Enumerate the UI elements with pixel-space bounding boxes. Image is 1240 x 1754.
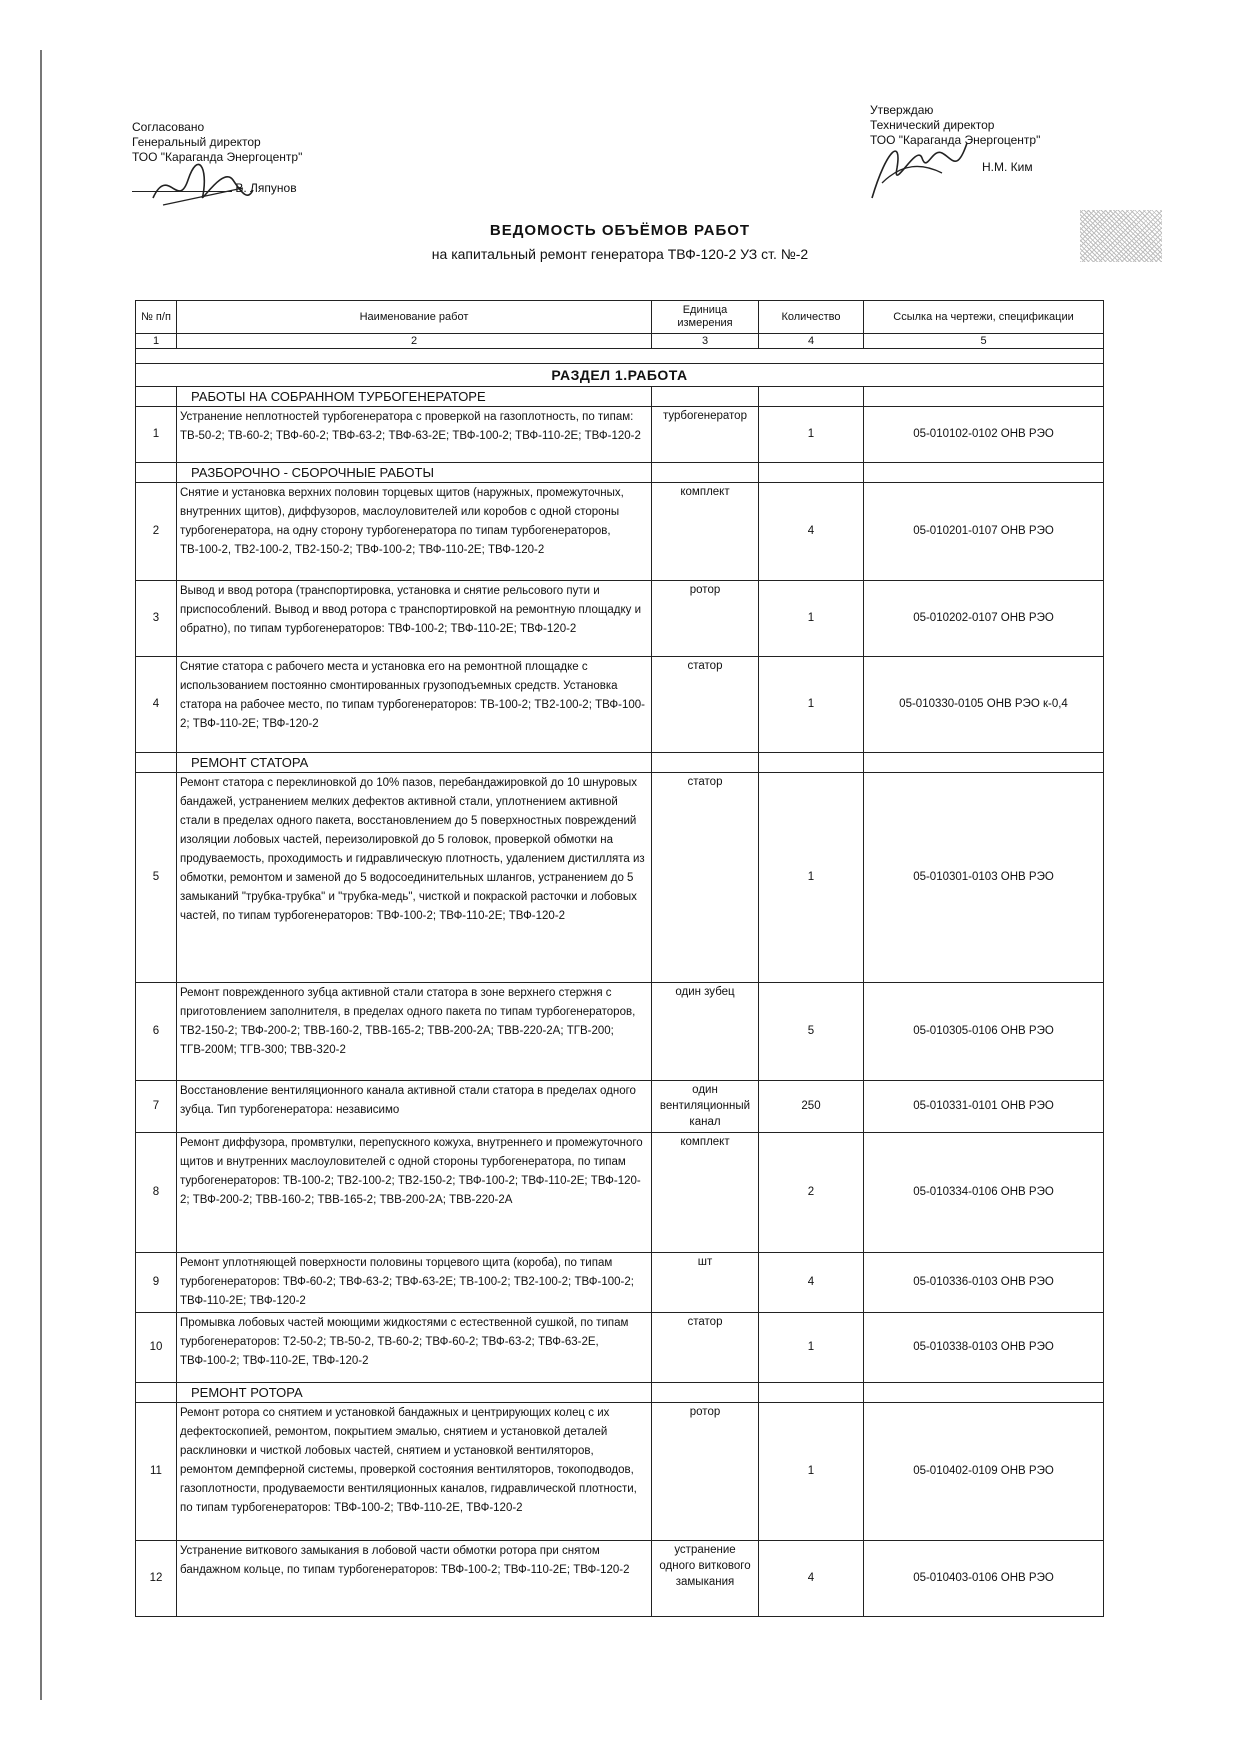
signature-left (148, 160, 258, 215)
document-subtitle: на капитальный ремонт генератора ТВФ-120-2 УЗ ст. №-2 (431, 246, 809, 262)
approval-name: Н.М. Ким (982, 160, 1033, 174)
unit-cell: ротор (652, 581, 759, 657)
quantity-cell: 2 (759, 1133, 864, 1253)
approval-heading: Согласовано (132, 120, 205, 134)
table-row (136, 581, 1104, 657)
unit-cell: шт (652, 1253, 759, 1313)
quantity-cell: 4 (759, 483, 864, 581)
work-description: Устранение виткового замыкания в лобовой части обмотки ротора при снятом бандажном кольце, по типам турбогенераторов: ТВФ-100-2; ТВФ-110-2Е; ТВФ-120-2 (177, 1541, 652, 1617)
reference-cell: 05-010336-0103 ОНВ РЭО (864, 1253, 1104, 1313)
subsection-title: РАБОТЫ НА СОБРАННОМ ТУРБОГЕНЕРАТОРЕ (177, 387, 652, 407)
subsection-row (136, 1383, 1104, 1403)
column-header-work: Наименование работ (177, 301, 652, 334)
column-number: 5 (864, 334, 1104, 349)
column-number: 4 (759, 334, 864, 349)
unit-cell: ротор (652, 1403, 759, 1541)
reference-cell: 05-010102-0102 ОНВ РЭО (864, 407, 1104, 463)
table-row (136, 483, 1104, 581)
table-row (136, 1081, 1104, 1133)
work-description: Снятие статора с рабочего места и установка его на ремонтной площадке с использованием постоянно смонтированных грузоподъемных средств. Установка статора на рабочее место, по типам турбогенераторов: ТВ-100-2; ТВ2-100-2; ТВФ-100-2; ТВФ-110-2Е; ТВФ-120-2 (177, 657, 652, 753)
work-description: Ремонт статора с переклиновкой до 10% пазов, перебандажировкой до 10 шнуровых бандажей, устранением мелких дефектов активной стали, уплотнением активной стали в пределах одного пакета, восстановлением до 5 поверхностных повреждений изоляции лобовых частей, переизолировкой до 5 головок, проверкой обмотки на продуваемость, проходимость и гидравлическую плотность, удалением дистиллята из обмотки, ремонтом и заменой до 5 водосоединительных шлангов, устранением до 5 замыканий "трубка-трубка" и "трубка-медь", чисткой и покраской расточки и лобовых частей, по типам турбогенераторов: ТВФ-100-2; ТВФ-110-2Е; ТВФ-120-2 (177, 773, 652, 983)
quantity-cell: 1 (759, 1403, 864, 1541)
row-number: 5 (136, 773, 177, 983)
row-number: 1 (136, 407, 177, 463)
reference-cell: 05-010202-0107 ОНВ РЭО (864, 581, 1104, 657)
table-row (136, 657, 1104, 753)
subsection-row (136, 753, 1104, 773)
unit-cell: статор (652, 657, 759, 753)
work-description: Устранение неплотностей турбогенератора с проверкой на газоплотность, по типам: ТВ-50-2; ТВ-60-2; ТВФ-60-2; ТВФ-63-2; ТВФ-63-2Е; ТВФ-100-2; ТВФ-110-2Е; ТВФ-120-2 (177, 407, 652, 463)
approval-name: В. Ляпунов (235, 181, 297, 195)
row-number: 9 (136, 1253, 177, 1313)
quantity-cell: 4 (759, 1541, 864, 1617)
approval-heading: Утверждаю (870, 103, 934, 117)
table-row (136, 983, 1104, 1081)
reference-cell: 05-010402-0109 ОНВ РЭО (864, 1403, 1104, 1541)
spacer-row (136, 349, 1104, 364)
quantity-cell: 1 (759, 1313, 864, 1383)
row-number: 3 (136, 581, 177, 657)
column-number: 3 (652, 334, 759, 349)
table-header-row (136, 301, 1104, 334)
table-row (136, 773, 1104, 983)
reference-cell: 05-010301-0103 ОНВ РЭО (864, 773, 1104, 983)
column-number: 1 (136, 334, 177, 349)
work-description: Восстановление вентиляционного канала активной стали статора в пределах одного зубца. Тип турбогенератора: независимо (177, 1081, 652, 1133)
row-number: 10 (136, 1313, 177, 1383)
quantity-cell: 1 (759, 407, 864, 463)
unit-cell: устранение одного виткового замыкания (652, 1541, 759, 1617)
column-header-qty: Количество (759, 301, 864, 334)
unit-cell: статор (652, 773, 759, 983)
column-header-ref: Ссылка на чертежи, спецификации (864, 301, 1104, 334)
reference-cell: 05-010331-0101 ОНВ РЭО (864, 1081, 1104, 1133)
work-description: Промывка лобовых частей моющими жидкостями с естественной сушкой, по типам турбогенераторов: Т2-50-2; ТВ-50-2, ТВ-60-2; ТВФ-60-2; ТВФ-63-2; ТВФ-63-2Е, ТВФ-100-2; ТВФ-110-2Е, ТВФ-120-2 (177, 1313, 652, 1383)
unit-cell: комплект (652, 1133, 759, 1253)
reference-cell: 05-010330-0105 ОНВ РЭО к-0,4 (864, 657, 1104, 753)
subsection-title: РЕМОНТ СТАТОРА (177, 753, 652, 773)
subsection-row (136, 463, 1104, 483)
table-row (136, 1313, 1104, 1383)
unit-cell: статор (652, 1313, 759, 1383)
approval-company: ТОО "Караганда Энергоцентр" (132, 150, 303, 164)
reference-cell: 05-010403-0106 ОНВ РЭО (864, 1541, 1104, 1617)
quantity-cell: 5 (759, 983, 864, 1081)
column-header-num: № п/п (136, 301, 177, 334)
approval-company: ТОО "Караганда Энергоцентр" (870, 133, 1041, 147)
reference-cell: 05-010338-0103 ОНВ РЭО (864, 1313, 1104, 1383)
signature-right (862, 128, 972, 208)
table-row (136, 1541, 1104, 1617)
table-row (136, 407, 1104, 463)
quantity-cell: 1 (759, 773, 864, 983)
work-description: Вывод и ввод ротора (транспортировка, установка и снятие рельсового пути и приспособлений. Вывод и ввод ротора с транспортировкой на ремонтную площадку и обратно), по типам турбогенераторов: ТВФ-100-2; ТВФ-110-2Е; ТВФ-120-2 (177, 581, 652, 657)
row-number: 7 (136, 1081, 177, 1133)
approval-position: Генеральный директор (132, 135, 261, 149)
row-number: 11 (136, 1403, 177, 1541)
reference-cell: 05-010201-0107 ОНВ РЭО (864, 483, 1104, 581)
section-row (136, 364, 1104, 387)
work-description: Снятие и установка верхних половин торцевых щитов (наружных, промежуточных, внутренних щитов), диффузоров, маслоуловителей или коробов с одной стороны турбогенератора, на одну сторону турбогенератора по типам турбогенераторов, ТВ-100-2, ТВ2-100-2, ТВ2-150-2; ТВФ-100-2; ТВФ-110-2Е; ТВФ-120-2 (177, 483, 652, 581)
reference-cell: 05-010305-0106 ОНВ РЭО (864, 983, 1104, 1081)
document-title: ВЕДОМОСТЬ ОБЪЁМОВ РАБОТ (489, 222, 751, 239)
quantity-cell: 1 (759, 657, 864, 753)
subsection-row (136, 387, 1104, 407)
table-row (136, 1133, 1104, 1253)
reference-cell: 05-010334-0106 ОНВ РЭО (864, 1133, 1104, 1253)
subsection-title: РАЗБОРОЧНО - СБОРОЧНЫЕ РАБОТЫ (177, 463, 652, 483)
scan-edge (40, 50, 42, 1700)
unit-cell: турбогенератор (652, 407, 759, 463)
row-number: 4 (136, 657, 177, 753)
row-number: 6 (136, 983, 177, 1081)
unit-cell: один вентиляционный канал (652, 1081, 759, 1133)
work-description: Ремонт ротора со снятием и установкой бандажных и центрирующих колец с их дефектоскопией, ремонтом, покрытием эмалью, снятием и установкой деталей расклиновки и чисткой лобовых частей, снятием и установкой вентиляторов, ремонтом демпферной системы, проверкой состояния вентиляторов, токоподводов, газоплотности, продуваемости вентиляционных каналов, гидравлической плотности, по типам турбогенераторов: ТВФ-100-2; ТВФ-110-2Е, ТВФ-120-2 (177, 1403, 652, 1541)
table-row (136, 1403, 1104, 1541)
column-number: 2 (177, 334, 652, 349)
column-numbers-row (136, 334, 1104, 349)
row-number: 12 (136, 1541, 177, 1617)
unit-cell: комплект (652, 483, 759, 581)
quantity-cell: 4 (759, 1253, 864, 1313)
work-description: Ремонт диффузора, промвтулки, перепускного кожуха, внутреннего и промежуточного щитов и внутренних маслоуловителей с одной стороны турбогенератора, по типам турбогенераторов: ТВ-100-2; ТВ2-100-2; ТВ2-150-2; ТВФ-100-2; ТВФ-110-2Е; ТВФ-120-2; ТВФ-200-2; ТВВ-160-2; ТВВ-165-2; ТВВ-200-2А; ТВВ-220-2А (177, 1133, 652, 1253)
quantity-cell: 250 (759, 1081, 864, 1133)
work-description: Ремонт уплотняющей поверхности половины торцевого щита (короба), по типам турбогенераторов: ТВФ-60-2; ТВФ-63-2; ТВФ-63-2Е; ТВ-100-2; ТВ2-100-2; ТВФ-100-2; ТВФ-110-2Е; ТВФ-120-2 (177, 1253, 652, 1313)
subsection-title: РЕМОНТ РОТОРА (177, 1383, 652, 1403)
work-description: Ремонт поврежденного зубца активной стали статора в зоне верхнего стержня с приготовлением заполнителя, в пределах одного пакета по типам турбогенераторов, ТВ2-150-2; ТВФ-200-2; ТВВ-160-2, ТВВ-165-2; ТВВ-200-2А; ТВВ-220-2А; ТГВ-200; ТГВ-200М; ТГВ-300; ТВВ-320-2 (177, 983, 652, 1081)
unit-cell: один зубец (652, 983, 759, 1081)
approval-position: Технический директор (870, 118, 995, 132)
works-table (135, 300, 1104, 1617)
table-row (136, 1253, 1104, 1313)
row-number: 2 (136, 483, 177, 581)
section-title: РАЗДЕЛ 1.РАБОТА (136, 364, 1104, 387)
column-header-unit: Единица измерения (652, 301, 759, 334)
row-number: 8 (136, 1133, 177, 1253)
quantity-cell: 1 (759, 581, 864, 657)
